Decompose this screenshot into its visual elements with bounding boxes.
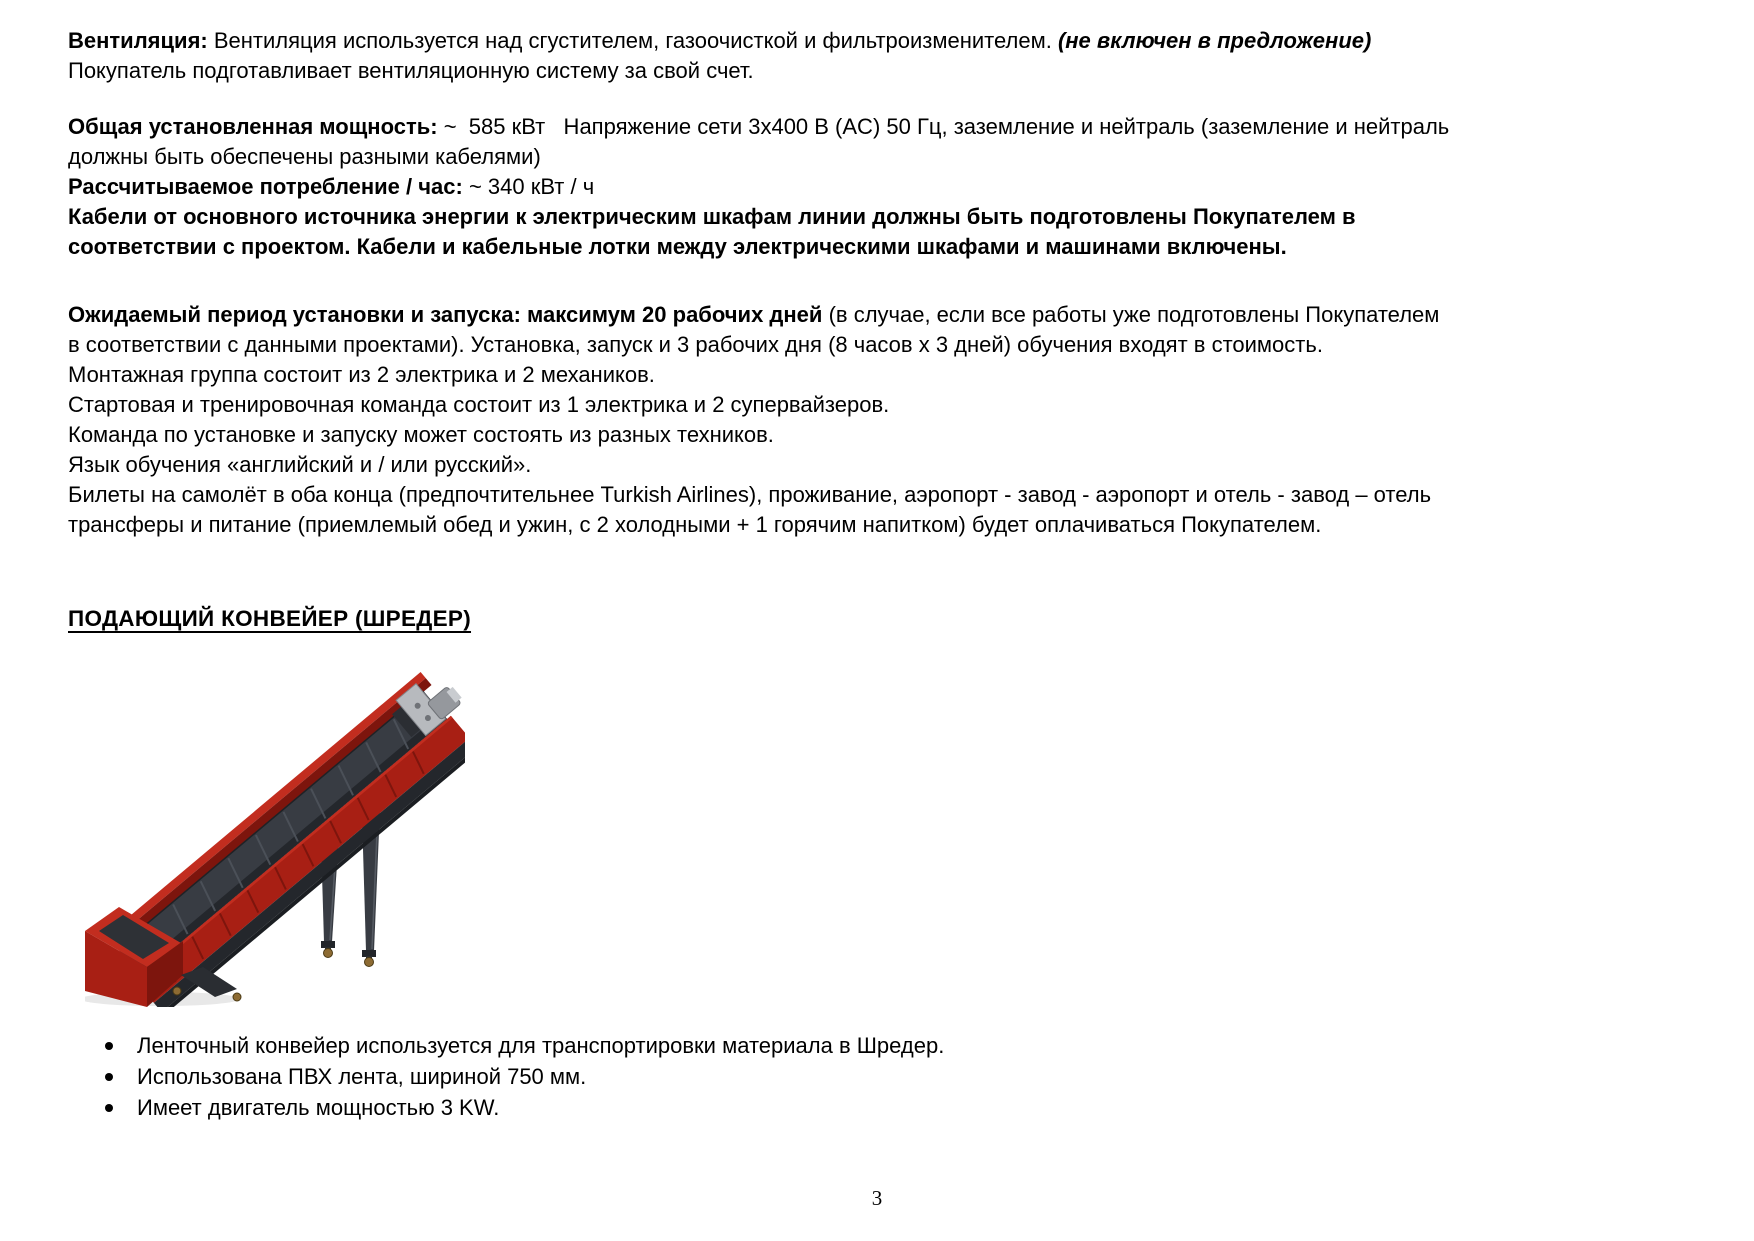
text-line: Покупатель подготавливает вентиляционную систему за свой счет.	[68, 58, 754, 83]
text-line: соответствии с проектом. Кабели и кабельные лотки между электрическими шкафами и машинами включены.	[68, 234, 1287, 259]
feeding-conveyor-image	[85, 645, 465, 1007]
text-line: Рассчитываемое потребление / час: ~ 340 кВт / ч	[68, 174, 595, 199]
text-line: Команда по установке и запуску может состоять из разных техников.	[68, 422, 774, 447]
text-line: Кабели от основного источника энергии к электрическим шкафам линии должны быть подготовлены Покупателем в	[68, 204, 1356, 229]
list-item	[68, 1092, 1692, 1123]
bullet-text: Использована ПВХ лента, шириной 750 мм.	[137, 1063, 587, 1089]
conveyor-channel	[117, 691, 447, 976]
power-paragraph	[68, 112, 1692, 262]
text-line: Монтажная группа состоит из 2 электрика и 2 механиков.	[68, 362, 655, 387]
text-line: Общая установленная мощность: ~ 585 кВт Напряжение сети 3x400 В (AC) 50 Гц, заземление и нейтраль (заземление и нейтраль	[68, 114, 1450, 139]
caster-wheel-icon	[324, 949, 333, 958]
caster-wheel-icon	[365, 958, 374, 967]
text-line: должны быть обеспечены разными кабелями)	[68, 144, 541, 169]
bullet-dot-icon	[105, 1073, 113, 1081]
caster-wheel-icon	[233, 993, 241, 1001]
bullet-text: Имеет двигатель мощностью 3 KW.	[137, 1094, 500, 1120]
text-line: Стартовая и тренировочная команда состоит из 1 электрика и 2 супервайзеров.	[68, 392, 890, 417]
installation-paragraph	[68, 300, 1692, 540]
section-heading-feeding-conveyor: ПОДАЮЩИЙ КОНВЕЙЕР (ШРЕДЕР)	[68, 606, 472, 631]
text-line: трансферы и питание (приемлемый обед и ужин, с 2 холодными + 1 горячим напитком) будет оплачиваться Покупателем.	[68, 512, 1322, 537]
text-line: Ожидаемый период установки и запуска: максимум 20 рабочих дней (в случае, если все работы уже подготовлены Покупателем	[68, 302, 1440, 327]
bullet-dot-icon	[105, 1042, 113, 1050]
text-line: Билеты на самолёт в оба конца (предпочтительнее Turkish Airlines), проживание, аэропорт - завод - аэропорт и отель - завод – отель	[68, 482, 1432, 507]
text-line: в соответствии с данными проектами). Установка, запуск и 3 рабочих дня (8 часов x 3 дней) обучения входят в стоимость.	[68, 332, 1323, 357]
text-line: Язык обучения «английский и / или русский».	[68, 452, 532, 477]
text-line: Вентиляция: Вентиляция используется над сгустителем, газоочисткой и фильтроизменителем. (не включен в предложение)	[68, 28, 1372, 53]
conveyor-bullet-list	[68, 1030, 1692, 1123]
bullet-text: Ленточный конвейер используется для транспортировки материала в Шредер.	[137, 1032, 945, 1058]
caster-wheel-icon	[173, 987, 181, 995]
conveyor-near-wall	[135, 716, 465, 1003]
ventilation-paragraph	[68, 26, 1692, 86]
list-item	[68, 1030, 1692, 1061]
page-number: 3	[871, 1186, 883, 1210]
list-item	[68, 1061, 1692, 1092]
bullet-dot-icon	[105, 1104, 113, 1112]
